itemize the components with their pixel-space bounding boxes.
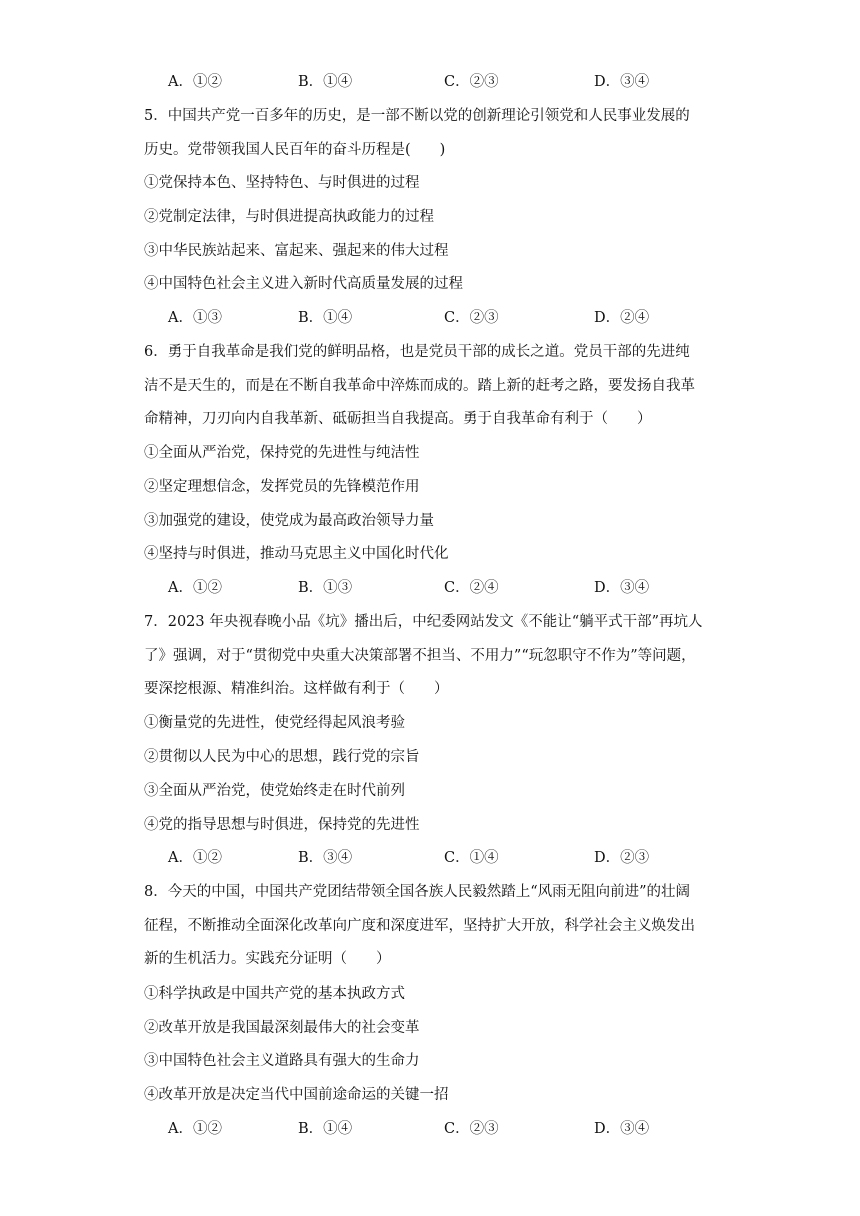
- q8-options: [168, 1119, 688, 1139]
- q4-option-d: D．③④: [594, 74, 650, 90]
- q7-stem-line-3: 要深挖根源、精准纠治。这样做有利于（ ）: [144, 681, 449, 697]
- q7-option-d: D．②③: [594, 850, 650, 866]
- q5-option-d: D．②④: [594, 310, 650, 326]
- q7-item-4: ④党的指导思想与时俱进，保持党的先进性: [144, 817, 420, 833]
- q5-item-4: ④中国特色社会主义进入新时代高质量发展的过程: [144, 276, 463, 292]
- q5-item-3: ③中华民族站起来、富起来、强起来的伟大过程: [144, 243, 449, 259]
- q8-stem-line-2: 征程，不断推动全面深化改革向广度和深度进军，坚持扩大开放，科学社会主义焕发出: [144, 918, 695, 934]
- q6-option-a: A．①②: [168, 580, 222, 596]
- q6-option-b: B．①③: [298, 580, 353, 596]
- q6-option-c: C．②④: [444, 580, 499, 596]
- q7-options: [168, 848, 688, 868]
- q5-item-2: ②党制定法律，与时俱进提高执政能力的过程: [144, 209, 434, 225]
- q6-item-3: ③加强党的建设，使党成为最高政治领导力量: [144, 513, 434, 529]
- q5-option-a: A．①③: [168, 310, 222, 326]
- q8-option-c: C．②③: [444, 1121, 499, 1137]
- q5-option-c: C．②③: [444, 310, 499, 326]
- q8-item-3: ③中国特色社会主义道路具有强大的生命力: [144, 1053, 420, 1069]
- q7-item-2: ②贯彻以人民为中心的思想，践行党的宗旨: [144, 749, 420, 765]
- q8-item-2: ②改革开放是我国最深刻最伟大的社会变革: [144, 1020, 420, 1036]
- q8-option-b: B．①④: [298, 1121, 353, 1137]
- q8-option-a: A．①②: [168, 1121, 222, 1137]
- q7-option-c: C．①④: [444, 850, 499, 866]
- q6-options: [168, 578, 688, 598]
- q6-stem-line-1: 6．勇于自我革命是我们党的鲜明品格，也是党员干部的成长之道。党员干部的先进纯: [144, 344, 690, 360]
- q6-item-1: ①全面从严治党，保持党的先进性与纯洁性: [144, 445, 420, 461]
- q8-item-4: ④改革开放是决定当代中国前途命运的关键一招: [144, 1087, 449, 1103]
- q8-option-d: D．③④: [594, 1121, 650, 1137]
- q5-option-b: B．①④: [298, 310, 353, 326]
- q8-stem-line-3: 新的生机活力。实践充分证明（ ）: [144, 951, 391, 967]
- q6-option-d: D．③④: [594, 580, 650, 596]
- q7-option-b: B．③④: [298, 850, 353, 866]
- q6-item-4: ④坚持与时俱进，推动马克思主义中国化时代化: [144, 546, 449, 562]
- q7-item-3: ③全面从严治党，使党始终走在时代前列: [144, 783, 405, 799]
- q6-stem-line-3: 命精神，刀刃向内自我革新、砥砺担当自我提高。勇于自我革命有利于（ ）: [144, 411, 652, 427]
- q4-option-a: A．①②: [168, 74, 222, 90]
- q8-stem-line-1: 8．今天的中国，中国共产党团结带领全国各族人民毅然踏上“风雨无阻向前进”的壮阔: [144, 884, 691, 900]
- q7-stem-line-1: 7．2023 年央视春晚小品《坑》播出后，中纪委网站发文《不能让“躺平式干部”再坑人: [144, 614, 703, 630]
- q5-stem-line-2: 历史。党带领我国人民百年的奋斗历程是( ): [144, 142, 446, 158]
- q7-option-a: A．①②: [168, 850, 222, 866]
- q6-stem-line-2: 洁不是天生的，而是在不断自我革命中淬炼而成的。踏上新的赶考之路，要发扬自我革: [144, 378, 695, 394]
- q4-option-c: C．②③: [444, 74, 499, 90]
- q7-item-1: ①衡量党的先进性，使党经得起风浪考验: [144, 715, 405, 731]
- q5-item-1: ①党保持本色、坚持特色、与时俱进的过程: [144, 175, 420, 191]
- q4-options: [168, 72, 688, 92]
- q6-item-2: ②坚定理想信念，发挥党员的先锋模范作用: [144, 479, 420, 495]
- q5-options: [168, 308, 688, 328]
- q7-stem-line-2: 了》强调，对于“贯彻党中央重大决策部署不担当、不用力”“玩忽职守不作为”等问题，: [144, 648, 696, 664]
- q5-stem-line-1: 5．中国共产党一百多年的历史，是一部不断以党的创新理论引领党和人民事业发展的: [144, 108, 690, 124]
- q8-item-1: ①科学执政是中国共产党的基本执政方式: [144, 986, 405, 1002]
- q4-option-b: B．①④: [298, 74, 353, 90]
